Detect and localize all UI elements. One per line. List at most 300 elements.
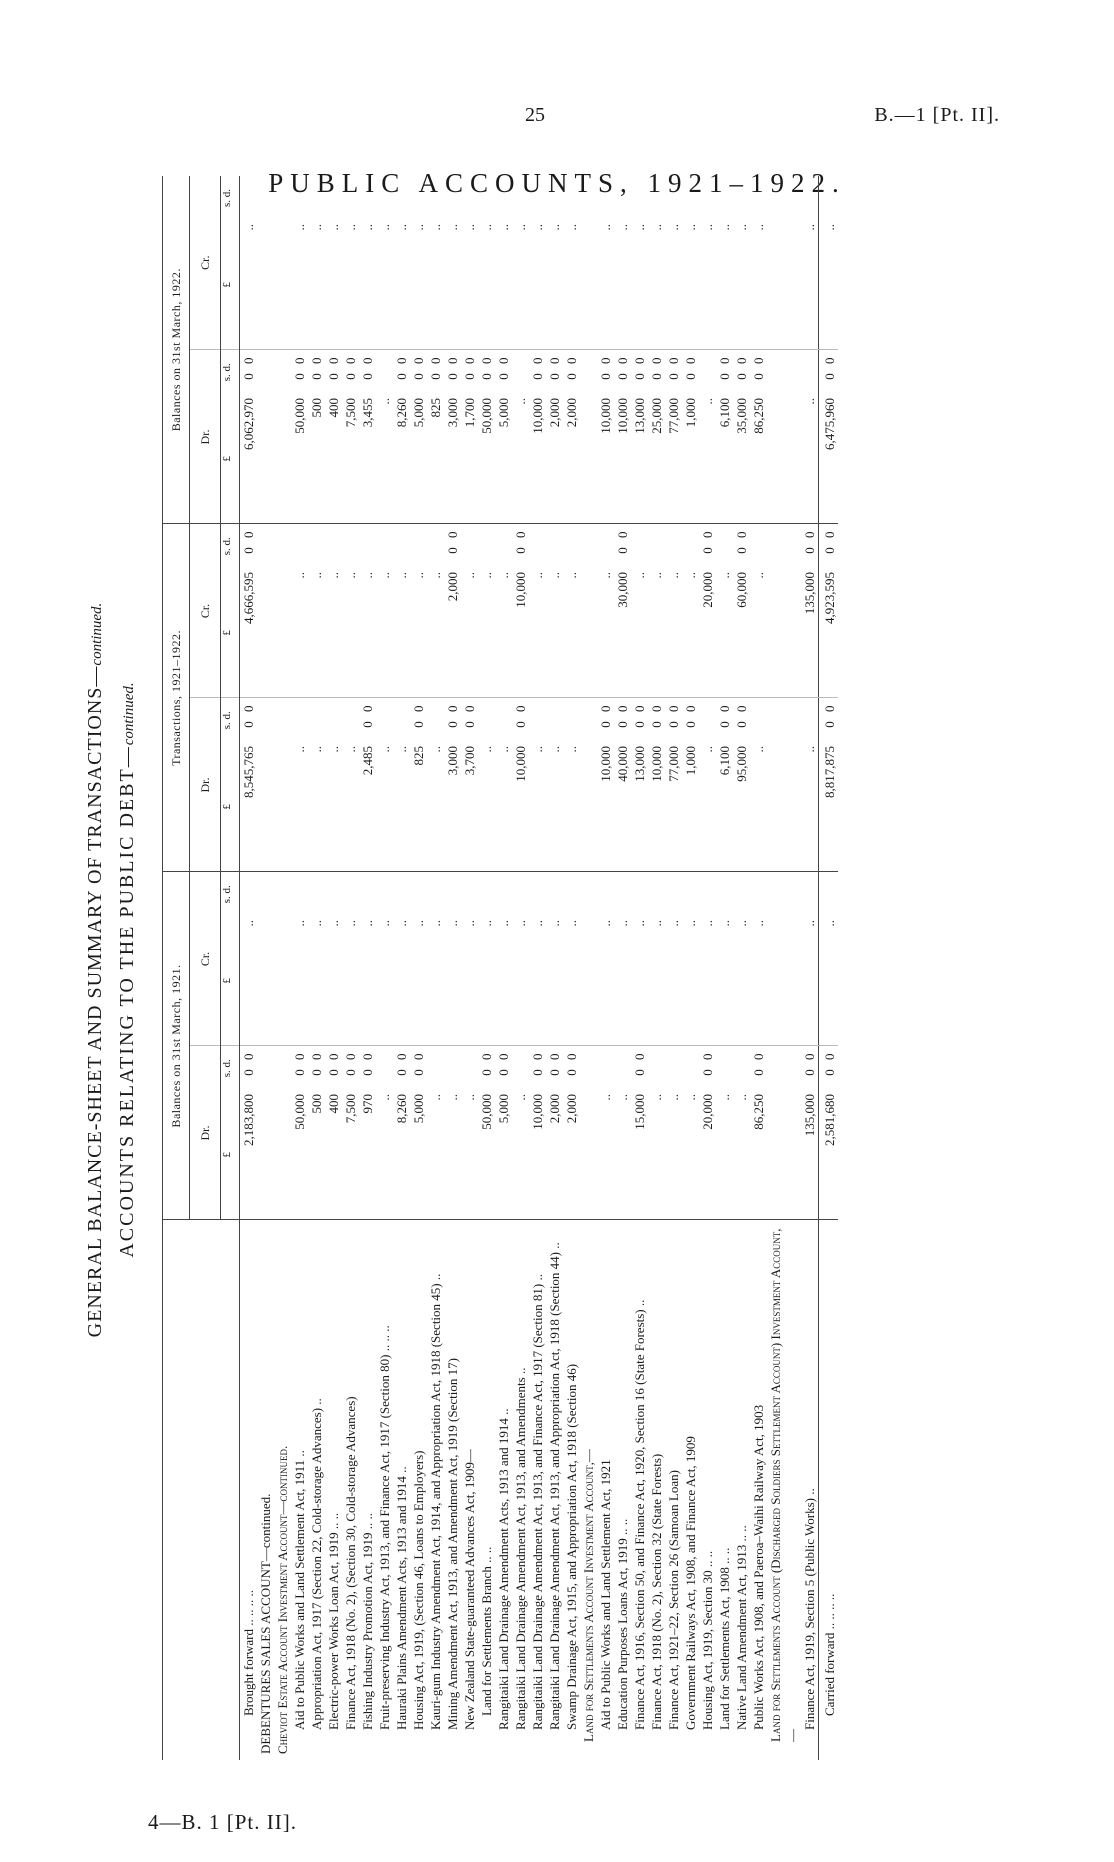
cell-b22cr: .. — [495, 220, 512, 350]
cell-b22cr-sd — [478, 176, 495, 220]
cell-b21cr-sd — [393, 872, 410, 916]
cell-b22dr: 2,000 — [546, 394, 563, 524]
cell-tcr: .. — [291, 568, 308, 698]
cell-tdr-sd: 0 0 — [513, 702, 528, 728]
cell-tdr: .. — [393, 742, 410, 872]
cell-b21dr: .. — [733, 1090, 750, 1220]
cell-b21cr: .. — [699, 916, 716, 1046]
cell-tcr: .. — [427, 568, 444, 698]
cell-b21cr: .. — [359, 916, 376, 1046]
cell-tcr: .. — [376, 568, 393, 698]
cell-b21dr — [257, 1090, 274, 1220]
cell-tcr: 2,000 — [444, 568, 461, 698]
cell-b22cr: .. — [461, 220, 478, 350]
sub-title — [116, 180, 139, 1760]
cell-b21dr-sd — [733, 1046, 750, 1090]
cell-b21dr: 8,260 — [393, 1090, 410, 1220]
cell-tcr-sd — [716, 524, 733, 568]
cell-b21cr-sd — [291, 872, 308, 916]
section-heading-row — [580, 176, 597, 1760]
cell-tcr — [274, 568, 291, 698]
cell-b21cr-sd — [342, 872, 359, 916]
cell-b21dr-sd: 0 0 — [343, 1050, 358, 1076]
cell-b22cr-sd — [801, 176, 819, 220]
cell-tcr: .. — [410, 568, 427, 698]
cell-b21cr-sd — [308, 872, 325, 916]
dr-header: Dr. — [190, 1046, 221, 1220]
table-row — [478, 176, 495, 1760]
cell-b21dr: .. — [461, 1090, 478, 1220]
main-title — [84, 180, 107, 1760]
table-row — [393, 176, 410, 1760]
cell-b22cr: .. — [648, 220, 665, 350]
cell-tdr-sd — [427, 698, 444, 742]
cell-b21cr-sd — [767, 872, 801, 916]
cell-b21dr: 5,000 — [495, 1090, 512, 1220]
cell-tdr: .. — [325, 742, 342, 872]
cell-tcr-sd — [359, 524, 376, 568]
cell-tdr-sd: 0 0 — [615, 702, 630, 728]
sd-unit: s. d. — [221, 524, 240, 568]
cell-tdr-sd: 0 0 — [598, 702, 613, 728]
cell-b22dr: 2,000 — [563, 394, 580, 524]
cell-b21cr-sd — [257, 872, 274, 916]
cell-b21dr: 400 — [325, 1090, 342, 1220]
cell-b22cr: .. — [631, 220, 648, 350]
cell-b22dr-sd — [699, 350, 716, 394]
cell-b21cr: .. — [427, 916, 444, 1046]
cell-b22cr: .. — [750, 220, 767, 350]
cell-b21cr-sd — [631, 872, 648, 916]
cell-b22dr — [257, 394, 274, 524]
cell-tcr: .. — [716, 568, 733, 698]
cell-b22dr-sd: 0 0 — [717, 354, 732, 380]
cell-b21dr: 5,000 — [410, 1090, 427, 1220]
cell-b21cr: .. — [393, 916, 410, 1046]
cell-tcr-sd — [393, 524, 410, 568]
cell-b22cr-sd — [648, 176, 665, 220]
cell-b21dr: 15,000 — [631, 1090, 648, 1220]
cell-b21dr: .. — [597, 1090, 614, 1220]
cell-b21dr-sd — [648, 1046, 665, 1090]
cell-tdr: .. — [699, 742, 716, 872]
cell-b22dr: 25,000 — [648, 394, 665, 524]
cell-tcr-sd — [410, 524, 427, 568]
cell-tdr-sd: 0 0 — [649, 702, 664, 728]
cell-b22dr-sd: 0 0 — [462, 354, 477, 380]
cell-b22cr-sd — [325, 176, 342, 220]
row-label: Aid to Public Works and Land Settlement Act, 1921 — [598, 1459, 613, 1730]
cell-tdr: .. — [308, 742, 325, 872]
pound-unit: £ — [221, 1090, 240, 1220]
cell-tcr-sd — [427, 524, 444, 568]
cell-b21cr-sd — [733, 872, 750, 916]
cell-b22dr-sd: 0 0 — [479, 354, 494, 380]
cell-tcr-sd: 0 0 — [615, 528, 630, 554]
total-transactions-dr: 8,817,875 — [819, 742, 839, 872]
cell-tdr-sd — [495, 698, 512, 742]
table-footer — [819, 176, 839, 1760]
cell-b21cr-sd — [716, 872, 733, 916]
cell-b21cr: .. — [342, 916, 359, 1046]
cell-b22cr-sd — [512, 176, 529, 220]
cell-b21dr — [580, 1090, 597, 1220]
table-row — [461, 176, 478, 1760]
cell-tdr: 77,000 — [665, 742, 682, 872]
table-row — [308, 176, 325, 1760]
cell-b21dr-sd: 0 0 — [564, 1050, 579, 1076]
row-label: Fruit-preserving Industry Act, 1913, and Finance Act, 1917 (Section 80) .. .. .. — [377, 1325, 392, 1730]
cell-b21dr: 20,000 — [699, 1090, 716, 1220]
table-row — [648, 176, 665, 1760]
cell-b21dr-sd: 0 0 — [394, 1050, 409, 1076]
accounts-table — [162, 176, 838, 1760]
cell-tcr: .. — [546, 568, 563, 698]
row-label: Native Land Amendment Act, 1913 .. .. — [734, 1525, 749, 1730]
table-row — [665, 176, 682, 1760]
cell-b21cr-sd — [410, 872, 427, 916]
table-row — [359, 176, 376, 1760]
cell-tcr-sd — [529, 524, 546, 568]
cell-b22cr-sd — [274, 176, 291, 220]
cell-b22dr — [580, 394, 597, 524]
cell-b21cr: .. — [376, 916, 393, 1046]
cell-b21cr-sd — [801, 872, 819, 916]
cell-b21dr: 2,000 — [563, 1090, 580, 1220]
total-b21-cr-sd — [819, 872, 839, 916]
cell-b21cr-sd — [750, 872, 767, 916]
cell-tcr-sd — [597, 524, 614, 568]
cell-b21dr: .. — [444, 1090, 461, 1220]
cell-b22cr — [580, 220, 597, 350]
table-row — [495, 176, 512, 1760]
footer-reference: 4—B. 1 [Pt. II]. — [148, 1810, 297, 1834]
cell-b22cr-sd — [614, 176, 631, 220]
cell-b21cr: .. — [478, 916, 495, 1046]
cell-tdr-sd — [257, 698, 274, 742]
cell-b21cr-sd — [376, 872, 393, 916]
cell-tdr-sd — [580, 698, 597, 742]
cell-b22cr: .. — [308, 220, 325, 350]
cell-tcr: .. — [529, 568, 546, 698]
cell-b22cr-sd — [342, 176, 359, 220]
cell-tcr: .. — [665, 568, 682, 698]
cell-b21dr: .. — [614, 1090, 631, 1220]
carried-forward-row — [819, 176, 839, 1760]
sub-title-text: ACCOUNTS RELATING TO THE PUBLIC DEBT— — [116, 745, 138, 1258]
cell-b22cr: .. — [682, 220, 699, 350]
cell-b21dr: 50,000 — [291, 1090, 308, 1220]
cell-tcr-sd — [342, 524, 359, 568]
cell-tdr — [767, 742, 801, 872]
cell-tcr: 10,000 — [512, 568, 529, 698]
cell-b22dr-sd: 0 0 — [734, 354, 749, 380]
dr-header: Dr. — [190, 350, 221, 524]
cell-b21dr: .. — [512, 1090, 529, 1220]
cell-tcr: .. — [308, 568, 325, 698]
table-row — [512, 176, 529, 1760]
cell-tdr-sd: 0 0 — [411, 702, 426, 728]
row-label: Mining Amendment Act, 1913, and Amendment Act, 1919 (Section 17) — [445, 1358, 460, 1730]
section-heading-row — [767, 176, 801, 1760]
cell-b21cr-sd — [359, 872, 376, 916]
cell-tdr: .. — [427, 742, 444, 872]
table-row — [614, 176, 631, 1760]
pound-unit: £ — [221, 394, 240, 524]
cell-b22cr-sd — [563, 176, 580, 220]
pound-unit: £ — [221, 742, 240, 872]
cell-tcr-sd — [257, 524, 274, 568]
cell-tcr-sd — [750, 524, 767, 568]
row-label: Fishing Industry Promotion Act, 1919 .. .. — [360, 1512, 375, 1730]
cell-tcr-sd — [767, 524, 801, 568]
cell-b22dr-sd: 0 0 — [411, 354, 426, 380]
cell-b22cr-sd — [546, 176, 563, 220]
table-row — [376, 176, 393, 1760]
cell-b22dr-sd: 0 0 — [292, 354, 307, 380]
row-label: Land for Settlements Account Investment Account,— — [581, 1449, 596, 1742]
cell-b21dr: .. — [716, 1090, 733, 1220]
cell-tcr: 135,000 — [801, 568, 819, 698]
cell-tdr: .. — [563, 742, 580, 872]
total-b21-cr: .. — [819, 916, 839, 1046]
cell-b21dr: 86,250 — [750, 1090, 767, 1220]
cell-b22cr-sd — [597, 176, 614, 220]
cell-b21cr-sd — [682, 872, 699, 916]
cell-b21dr-sd: 0 0 — [411, 1050, 426, 1076]
row-label: Finance Act, 1918 (No. 2), Section 32 (State Forests) — [649, 1453, 664, 1730]
cell-b21cr — [274, 916, 291, 1046]
cell-b21cr: .. — [631, 916, 648, 1046]
cell-tcr-sd — [495, 524, 512, 568]
total-b21-dr-sd: 0 0 — [819, 1046, 839, 1090]
cell-b22cr: .. — [733, 220, 750, 350]
cell-tdr-sd: 0 0 — [717, 702, 732, 728]
cell-b21dr-sd — [767, 1046, 801, 1090]
row-label: Brought forward .. .. .. .. — [241, 1589, 256, 1716]
cell-b22dr: 10,000 — [529, 394, 546, 524]
cell-b21cr-sd — [478, 872, 495, 916]
cell-b22dr-sd — [580, 350, 597, 394]
cell-b22cr-sd — [427, 176, 444, 220]
total-b22-cr-sd — [819, 176, 839, 220]
table-row — [546, 176, 563, 1760]
cell-b22dr-sd — [767, 350, 801, 394]
cell-b22dr-sd: 0 0 — [751, 354, 766, 380]
cell-tcr: 60,000 — [733, 568, 750, 698]
cell-tdr-sd — [291, 698, 308, 742]
cell-b21dr: 2,183,800 — [240, 1090, 258, 1220]
cell-b22cr: .. — [529, 220, 546, 350]
sd-unit: s. d. — [221, 176, 240, 220]
cell-tdr — [274, 742, 291, 872]
section-heading-row — [274, 176, 291, 1760]
cell-tdr: 8,545,765 — [240, 742, 258, 872]
cell-tcr: .. — [631, 568, 648, 698]
cell-b22cr: .. — [444, 220, 461, 350]
cell-b22cr — [767, 220, 801, 350]
cell-b21cr-sd — [427, 872, 444, 916]
cell-b21cr: .. — [291, 916, 308, 1046]
cell-tcr-sd — [682, 524, 699, 568]
cell-tcr-sd: 0 0 — [734, 528, 749, 554]
cell-b22dr: 1,700 — [461, 394, 478, 524]
cell-b21cr: .. — [325, 916, 342, 1046]
cell-b22cr: .. — [563, 220, 580, 350]
row-label: Aid to Public Works and Land Settlement Act, 1911 .. — [292, 1450, 307, 1730]
cell-b22dr: 3,455 — [359, 394, 376, 524]
cell-b21cr — [580, 916, 597, 1046]
table-row — [750, 176, 767, 1760]
cell-b22cr-sd — [444, 176, 461, 220]
cell-b22cr: .. — [410, 220, 427, 350]
cell-b21dr-sd: 0 0 — [360, 1050, 375, 1076]
cell-tdr-sd — [325, 698, 342, 742]
table-row — [801, 176, 819, 1760]
cell-b21dr-sd — [665, 1046, 682, 1090]
cell-b21dr: .. — [648, 1090, 665, 1220]
section-heading-row — [257, 176, 274, 1760]
cell-b21dr-sd — [427, 1046, 444, 1090]
cell-b21dr-sd: 0 0 — [326, 1050, 341, 1076]
group-header-balances-1922: Balances on 31st March, 1922. — [163, 176, 190, 524]
cell-b22dr: 77,000 — [665, 394, 682, 524]
cell-tdr: .. — [376, 742, 393, 872]
cell-tdr-sd: 0 0 — [360, 702, 375, 728]
row-label: Education Purposes Loans Act, 1919 .. .. — [615, 1518, 630, 1730]
cell-b22cr: .. — [376, 220, 393, 350]
carried-forward-label: Carried forward .. .. .. .. — [819, 1220, 839, 1760]
cell-b21cr: .. — [648, 916, 665, 1046]
cell-tcr-sd — [461, 524, 478, 568]
cell-b22dr: 825 — [427, 394, 444, 524]
cell-b22dr — [767, 394, 801, 524]
sd-unit: s. d. — [221, 698, 240, 742]
cell-tcr — [257, 568, 274, 698]
cell-b22dr: 13,000 — [631, 394, 648, 524]
cell-tcr-sd: 0 0 — [802, 528, 817, 554]
row-label: Kauri-gum Industry Amendment Act, 1914, and Appropriation Act, 1918 (Section 45) .. — [428, 1273, 443, 1730]
cell-b22cr: .. — [359, 220, 376, 350]
cell-b22cr-sd — [665, 176, 682, 220]
cell-b21dr-sd: 0 0 — [632, 1050, 647, 1076]
total-b22-dr: 6,475,960 — [819, 394, 839, 524]
cell-b22cr-sd — [682, 176, 699, 220]
cell-tdr-sd — [529, 698, 546, 742]
cell-tdr: .. — [495, 742, 512, 872]
cell-b22dr: 500 — [308, 394, 325, 524]
row-label: Finance Act, 1916, Section 50, and Finance Act, 1920, Section 16 (State Forests) .. — [632, 1299, 647, 1730]
cell-tcr: .. — [478, 568, 495, 698]
cell-b22cr-sd — [461, 176, 478, 220]
cell-tdr-sd — [750, 698, 767, 742]
cell-b21cr: .. — [682, 916, 699, 1046]
row-label: Finance Act, 1921–22, Section 26 (Samoan Loan) — [666, 1470, 681, 1730]
cell-tdr-sd: 0 0 — [462, 702, 477, 728]
row-label: Housing Act, 1919, (Section 46, Loans to Employers) — [411, 1450, 426, 1730]
cell-b21dr-sd — [597, 1046, 614, 1090]
cell-tcr: 30,000 — [614, 568, 631, 698]
cell-b22dr: .. — [376, 394, 393, 524]
cell-b22cr: .. — [240, 220, 258, 350]
cell-b21cr-sd — [512, 872, 529, 916]
cell-b22cr-sd — [291, 176, 308, 220]
cell-tdr: 2,485 — [359, 742, 376, 872]
cell-tdr-sd — [767, 698, 801, 742]
table-row — [410, 176, 427, 1760]
cell-b22dr-sd: 0 0 — [394, 354, 409, 380]
cell-tcr: .. — [342, 568, 359, 698]
cell-b22dr-sd: 0 0 — [326, 354, 341, 380]
cell-b21dr-sd: 0 0 — [496, 1050, 511, 1076]
cell-b21dr: .. — [682, 1090, 699, 1220]
cell-b21dr-sd: 0 0 — [530, 1050, 545, 1076]
cell-b22dr-sd: 0 0 — [445, 354, 460, 380]
cell-b21cr-sd — [325, 872, 342, 916]
cell-tdr-sd — [393, 698, 410, 742]
page-reference: B.—1 [Pt. II]. — [874, 104, 1000, 126]
cell-tcr: 4,666,595 — [240, 568, 258, 698]
cell-b22dr-sd: 0 0 — [428, 354, 443, 380]
cell-b21cr-sd — [444, 872, 461, 916]
cell-tdr: 3,700 — [461, 742, 478, 872]
cell-b21dr-sd — [716, 1046, 733, 1090]
total-b22-cr: .. — [819, 220, 839, 350]
table-row — [291, 176, 308, 1760]
cell-b21cr-sd — [580, 872, 597, 916]
cell-tdr-sd — [801, 698, 819, 742]
cell-tdr-sd — [274, 698, 291, 742]
cell-b22cr: .. — [665, 220, 682, 350]
cell-tdr-sd — [478, 698, 495, 742]
cell-b21cr: .. — [410, 916, 427, 1046]
cell-b22dr-sd — [512, 350, 529, 394]
cell-b21dr-sd — [512, 1046, 529, 1090]
cell-tcr: .. — [359, 568, 376, 698]
cell-b22cr-sd — [733, 176, 750, 220]
cell-tcr: .. — [325, 568, 342, 698]
cell-b21cr: .. — [240, 916, 258, 1046]
cell-b22dr: 7,500 — [342, 394, 359, 524]
table-titles — [60, 180, 156, 1760]
cell-b22cr: .. — [699, 220, 716, 350]
cell-tcr-sd — [308, 524, 325, 568]
cell-b21cr-sd — [274, 872, 291, 916]
cell-b22dr-sd — [376, 350, 393, 394]
cell-b21cr: .. — [529, 916, 546, 1046]
group-header-transactions: Transactions, 1921–1922. — [163, 524, 190, 872]
cell-b22dr-sd — [257, 350, 274, 394]
cell-b22cr-sd — [529, 176, 546, 220]
cell-b21cr-sd — [597, 872, 614, 916]
cell-tcr-sd — [274, 524, 291, 568]
cell-tcr-sd: 0 0 — [700, 528, 715, 554]
cell-tdr-sd — [563, 698, 580, 742]
cell-b21dr-sd — [580, 1046, 597, 1090]
cell-tcr-sd — [648, 524, 665, 568]
cell-b22dr: .. — [512, 394, 529, 524]
total-transactions-dr-sd: 0 0 — [819, 698, 839, 742]
cell-b22dr: 10,000 — [597, 394, 614, 524]
cell-b22cr: .. — [478, 220, 495, 350]
table-row — [716, 176, 733, 1760]
cell-tdr: 95,000 — [733, 742, 750, 872]
cell-b21cr-sd — [563, 872, 580, 916]
cell-b21dr — [274, 1090, 291, 1220]
cell-b22dr: 6,062,970 — [240, 394, 258, 524]
sub-title-continued: continued. — [121, 682, 137, 746]
cell-tdr: 13,000 — [631, 742, 648, 872]
